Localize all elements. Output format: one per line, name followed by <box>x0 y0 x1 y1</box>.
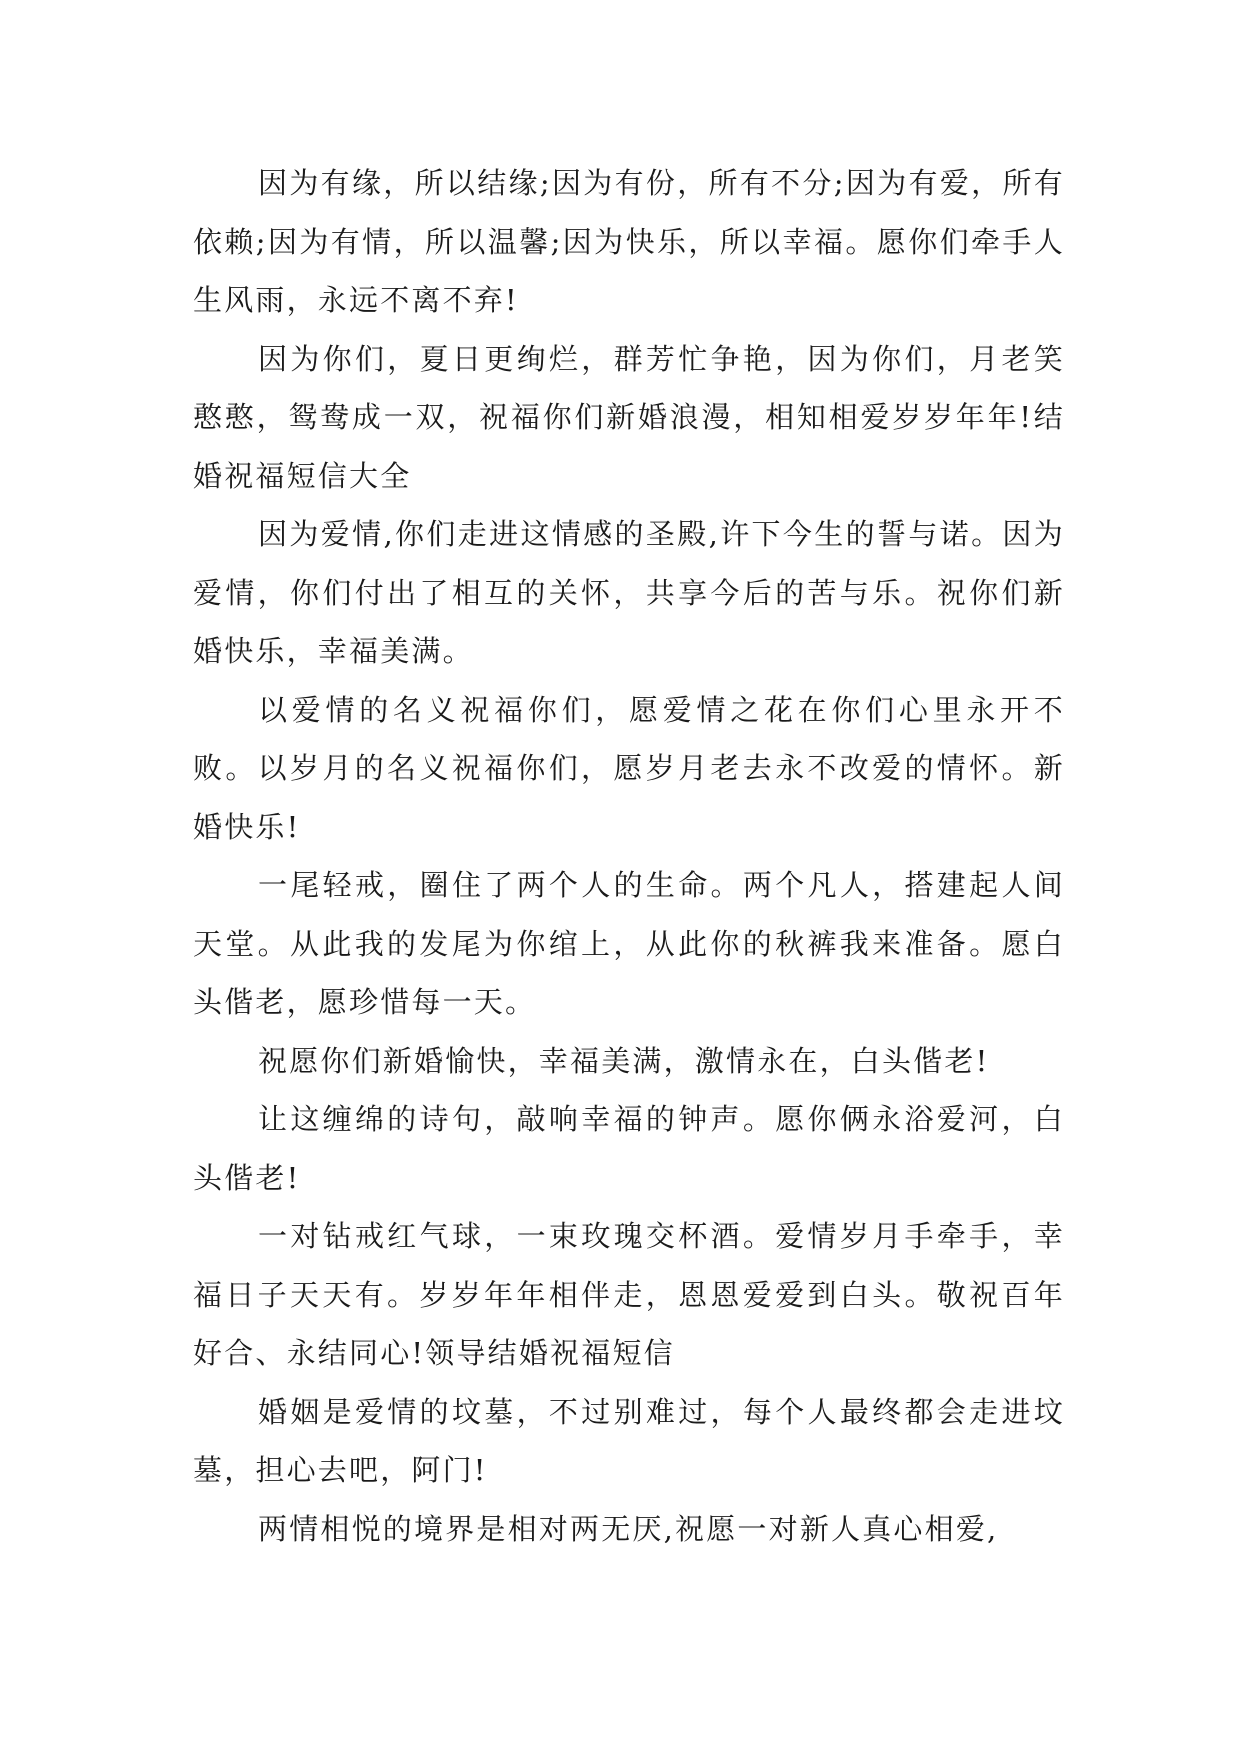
paragraph: 一尾轻戒，圈住了两个人的生命。两个凡人，搭建起人间天堂。从此我的发尾为你绾上，从此你的秋裤我来准备。愿白头偕老，愿珍惜每一天。 <box>193 868 1065 1019</box>
paragraph: 因为爱情,你们走进这情感的圣殿,许下今生的誓与诺。因为爱情，你们付出了相互的关怀，共享今后的苦与乐。祝你们新婚快乐，幸福美满。 <box>193 517 1065 668</box>
paragraph: 让这缠绵的诗句，敲响幸福的钟声。愿你俩永浴爱河，白头偕老! <box>193 1102 1065 1195</box>
document-body <box>193 154 1065 1558</box>
paragraph: 因为你们，夏日更绚烂，群芳忙争艳，因为你们，月老笑憨憨，鸳鸯成一双，祝福你们新婚浪漫，相知相爱岁岁年年!结婚祝福短信大全 <box>193 341 1065 493</box>
paragraph: 祝愿你们新婚愉快，幸福美满，激情永在，白头偕老! <box>258 1043 990 1078</box>
paragraph: 以爱情的名义祝福你们，愿爱情之花在你们心里永开不败。以岁月的名义祝福你们，愿岁月老去永不改爱的情怀。新婚快乐! <box>193 692 1065 844</box>
paragraph: 因为有缘，所以结缘;因为有份，所有不分;因为有爱，所有依赖;因为有情，所以温馨;因为快乐，所以幸福。愿你们牵手人生风雨，永远不离不弃! <box>193 166 1065 317</box>
paragraph: 两情相悦的境界是相对两无厌,祝愿一对新人真心相爱, <box>258 1511 999 1546</box>
paragraph: 一对钻戒红气球，一束玫瑰交杯酒。爱情岁月手牵手，幸福日子天天有。岁岁年年相伴走，恩恩爱爱到白头。敬祝百年好合、永结同心!领导结婚祝福短信 <box>193 1219 1065 1370</box>
paragraph: 婚姻是爱情的坟墓，不过别难过，每个人最终都会走进坟墓，担心去吧，阿门! <box>193 1394 1065 1487</box>
